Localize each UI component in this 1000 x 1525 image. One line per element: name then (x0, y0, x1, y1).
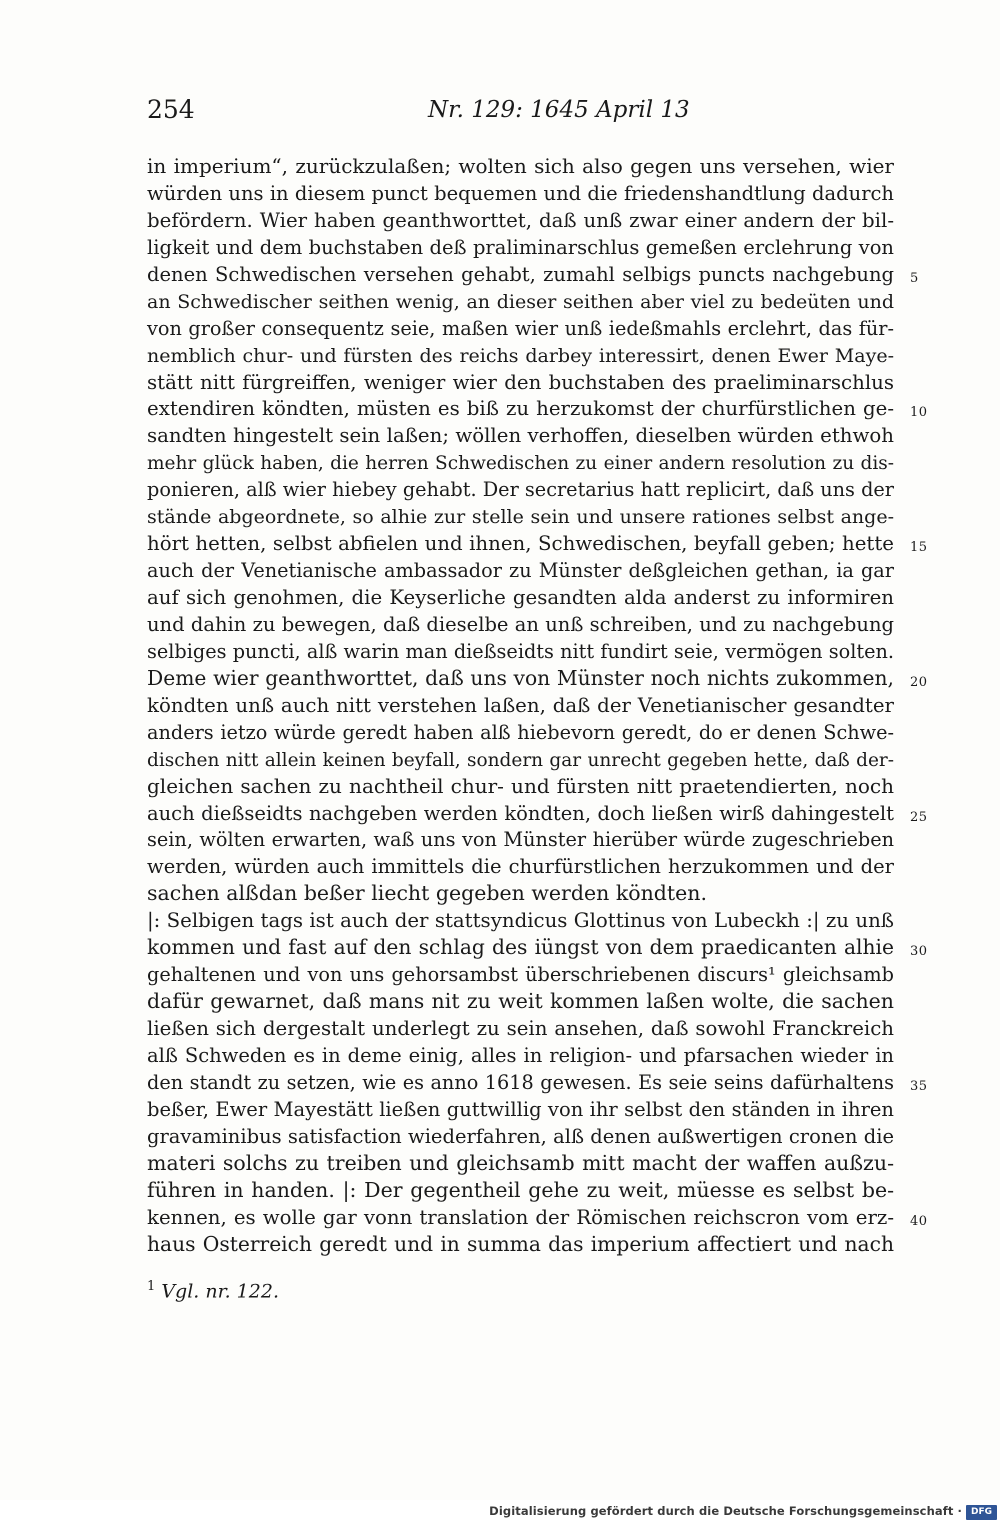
text-line (147, 826, 894, 853)
text-line (147, 1231, 894, 1258)
line-number: 35 (910, 1078, 928, 1094)
text-line (147, 692, 894, 719)
line-text: werden, würden auch immittels die churfürstlichen herzukommen und der (147, 855, 894, 879)
line-text: ließen sich dergestalt underlegt zu sein ansehen, daß sowohl Franckreich (147, 1017, 894, 1040)
line-number: 10 (910, 405, 928, 421)
text-line (147, 880, 894, 907)
text-line (147, 988, 894, 1015)
line-text: befördern. Wier haben geanthworttet, daß unß zwar einer andern der bil- (147, 208, 894, 232)
line-number: 20 (910, 674, 928, 690)
text-line (147, 315, 894, 342)
text-line (147, 1150, 894, 1177)
text-line (147, 1069, 928, 1096)
line-text: stände abgeordnete, so alhie zur stelle sein und unsere rationes selbst ange- (147, 506, 894, 529)
text-line (147, 934, 928, 961)
line-text: mehr glück haben, die herren Schwedischen zu einer andern resolution zu dis- (147, 453, 894, 475)
text-line (147, 1015, 894, 1042)
line-text: und dahin zu bewegen, daß dieselbe an unß schreiben, und zu nachgebung (147, 612, 894, 636)
line-text: kennen, es wolle gar vonn translation der Römischen reichscron vom erz- (147, 1205, 894, 1229)
line-number: 5 (910, 270, 919, 286)
text-line (147, 773, 894, 800)
line-text: dafür gewarnet, daß mans nit zu weit kommen laßen wolte, die sachen (147, 989, 894, 1014)
line-text: von großer consequentz seie, maßen wier unß iedeßmahls erclehrt, das für- (147, 316, 894, 340)
footnote (147, 1279, 279, 1302)
body-text (147, 153, 928, 1257)
line-text: gravaminibus satisfaction wiederfahren, alß denen außwertigen cronen die (147, 1124, 894, 1148)
running-head: Nr. 129: 1645 April 13 (428, 97, 690, 123)
line-text: köndten unß auch nitt verstehen laßen, daß der Venetianischer gesandter (147, 693, 894, 717)
line-text: selbiges puncti, alß warin man dießseidts nitt fundirt seie, vermögen solten. (147, 639, 894, 663)
line-text: beßer, Ewer Mayestätt ließen guttwillig von ihr selbst den ständen in ihren (147, 1097, 894, 1121)
line-text: materi solchs zu treiben und gleichsamb mitt macht der waffen außzu- (147, 1150, 894, 1175)
text-line (147, 369, 894, 396)
text-line (147, 638, 894, 665)
line-text: ponieren, alß wier hiebey gehabt. Der secretarius hatt replicirt, daß uns der (147, 478, 894, 502)
text-line (147, 261, 919, 288)
text-line (147, 665, 928, 692)
text-line (147, 719, 894, 746)
text-line (147, 180, 894, 207)
page-number: 254 (147, 95, 195, 124)
line-text: stätt nitt fürgreiffen, weniger wier den buchstaben des praeliminarschlus (147, 370, 894, 394)
dfg-credit-text: Digitalisierung gefördert durch die Deutsche Forschungsgemeinschaft · (489, 1504, 962, 1518)
text-line (147, 907, 894, 934)
line-text: dischen nitt allein keinen beyfall, sondern gar unrecht gegeben hette, daß der- (147, 749, 894, 771)
line-text: auf sich genohmen, die Keyserliche gesandten alda anderst zu informiren (147, 586, 894, 609)
text-line (147, 1204, 928, 1231)
line-text: ligkeit und dem buchstaben deß praliminarschlus gemeßen erclehrung von (147, 235, 894, 259)
footnote-marker: 1 (147, 1279, 156, 1294)
text-line (147, 342, 894, 369)
text-line (147, 530, 928, 557)
line-text: gehaltenen und von uns gehorsambst überschriebenen discurs¹ gleichsamb (147, 963, 894, 987)
line-text: extendiren köndten, müsten es biß zu herzukomst der churfürstlichen ge- (147, 397, 894, 421)
line-number: 25 (910, 809, 928, 825)
line-text: sachen alßdan beßer liecht gegeben werden köndten. (147, 881, 708, 906)
text-line (147, 557, 894, 584)
line-text: Deme wier geanthworttet, daß uns von Münster noch nichts zukommen, (147, 665, 894, 690)
line-text: führen in handen. |: Der gegentheil gehe zu weit, müesse es selbst be- (147, 1177, 894, 1202)
text-line (147, 288, 894, 315)
dfg-logo-icon: DFG (966, 1505, 997, 1520)
line-text: würden uns in diesem punct bequemen und die friedenshandtlung dadurch (147, 181, 894, 205)
line-number: 40 (910, 1213, 928, 1229)
text-line (147, 395, 928, 422)
text-line (147, 1177, 894, 1204)
credit-bar (0, 1500, 1000, 1525)
line-text: nemblich chur- und fürsten des reichs darbey interessirt, denen Ewer Maye- (147, 344, 894, 367)
text-line (147, 800, 928, 827)
line-text: auch der Venetianische ambassador zu Münster deßgleichen gethan, ia gar (147, 559, 894, 583)
line-text: hört hetten, selbst abfielen und ihnen, Schwedischen, beyfall geben; hette (147, 532, 894, 556)
line-text: alß Schweden es in deme einig, alles in religion- und pfarsachen wieder in (147, 1043, 894, 1067)
text-line (147, 503, 894, 530)
line-number: 30 (910, 944, 928, 960)
line-text: in imperium“, zurückzulaßen; wolten sich also gegen uns versehen, wier (147, 154, 894, 178)
text-line (147, 207, 894, 234)
line-text: auch dießseidts nachgeben werden köndten, doch ließen wirß dahingestelt (147, 801, 894, 825)
text-line (147, 476, 894, 503)
line-text: gleichen sachen zu nachtheil chur- und fürsten nitt praetendierten, noch (147, 773, 894, 798)
text-line (147, 853, 894, 880)
line-text: den standt zu setzen, wie es anno 1618 gewesen. Es seie seins dafürhaltens (147, 1070, 894, 1094)
line-text: denen Schwedischen versehen gehabt, zumahl selbigs puncts nachgebung (147, 262, 894, 286)
text-line (147, 1123, 894, 1150)
text-line (147, 746, 894, 773)
line-text: anders ietzo würde geredt haben alß hiebevorn geredt, do er denen Schwe- (147, 720, 894, 744)
line-text: sein, wölten erwarten, waß uns von Münster hierüber würde zugeschrieben (147, 828, 894, 852)
text-line (147, 1042, 894, 1069)
footnote-text: Vgl. nr. 122. (161, 1280, 279, 1303)
text-line (147, 153, 894, 180)
text-line (147, 422, 894, 449)
text-line (147, 961, 894, 988)
line-text: kommen und fast auf den schlag des iüngst von dem praedicanten alhie (147, 935, 894, 960)
text-line (147, 449, 894, 476)
text-line (147, 234, 894, 261)
text-line (147, 611, 894, 638)
line-number: 15 (910, 540, 928, 556)
line-text: |: Selbigen tags ist auch der stattsyndicus Glottinus von Lubeckh :| zu unß (147, 909, 894, 933)
line-text: haus Osterreich geredt und in summa das imperium affectiert und nach (147, 1231, 894, 1256)
line-text: sandten hingestelt sein laßen; wöllen verhoffen, dieselben würden ethwoh (147, 424, 894, 448)
text-line (147, 584, 894, 611)
line-text: an Schwedischer seithen wenig, an dieser seithen aber viel zu bedeüten und (147, 290, 894, 313)
text-line (147, 1096, 894, 1123)
